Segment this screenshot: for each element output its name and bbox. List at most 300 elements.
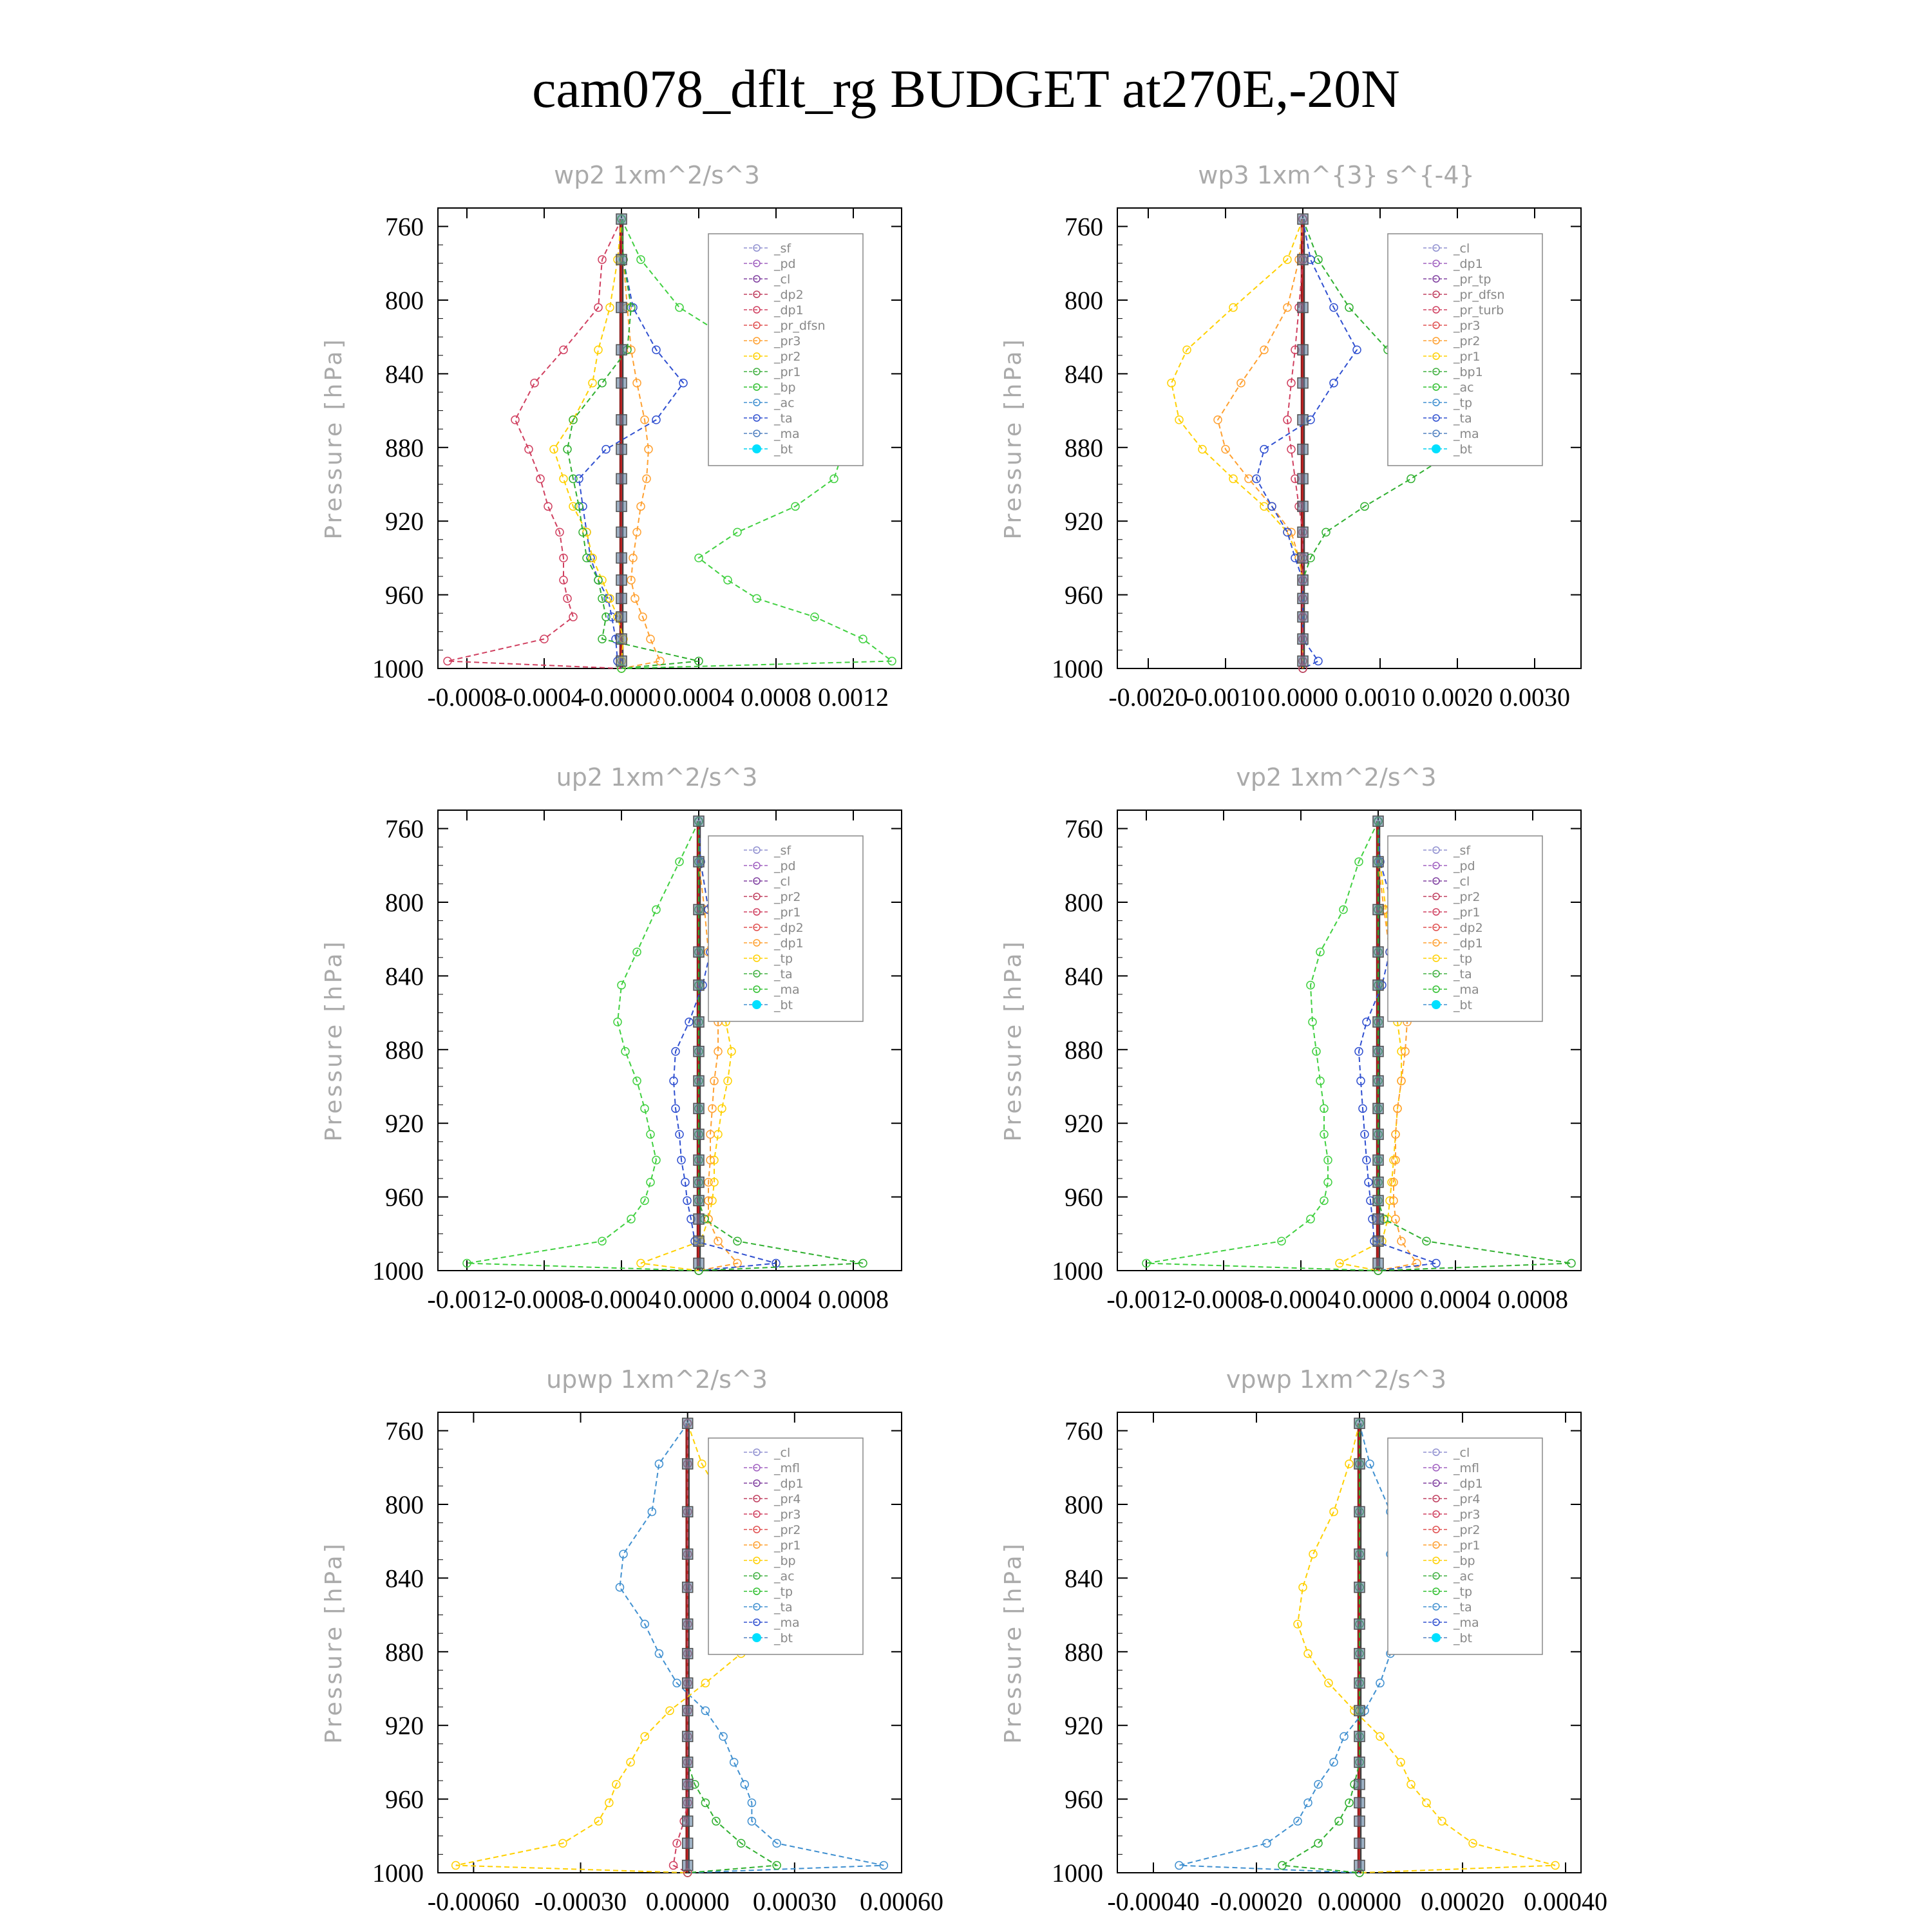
legend-label: _bp (774, 1554, 796, 1568)
zero-series-marker (616, 444, 627, 455)
x-tick-label: -0.0000 (582, 683, 661, 712)
legend-label: _pr_dfsn (774, 319, 826, 333)
data-point (1438, 1817, 1446, 1825)
legend-label: _dp1 (774, 936, 804, 951)
zero-series-marker (1354, 1649, 1365, 1659)
zero-series-marker (1373, 947, 1383, 957)
x-tick-label: -0.00040 (1107, 1887, 1200, 1916)
y-tick-label: 760 (385, 814, 424, 844)
y-tick-label: 880 (385, 433, 424, 462)
y-axis-label: Pressure [hPa] (321, 337, 347, 540)
data-point (701, 1707, 709, 1714)
zero-series-marker (616, 634, 627, 644)
zero-series-marker (683, 1816, 693, 1826)
legend-label: _pr2 (1454, 890, 1481, 904)
data-point (830, 475, 838, 482)
zero-series-marker (616, 214, 627, 224)
zero-series-marker (683, 1731, 693, 1741)
data-point (602, 446, 610, 453)
data-point (741, 1781, 748, 1788)
y-tick-label: 960 (1065, 1182, 1103, 1212)
legend-label: _tp (774, 1585, 793, 1599)
y-tick-label: 920 (1065, 507, 1103, 536)
y-tick-label: 960 (1065, 580, 1103, 610)
data-point (1335, 1817, 1343, 1825)
data-point (1345, 303, 1353, 311)
data-point (1407, 475, 1415, 482)
y-tick-label: 800 (1065, 1490, 1103, 1519)
panel-title: vp2 1xm^2/s^3 (1236, 763, 1437, 791)
legend-marker (752, 1000, 761, 1009)
data-point (531, 379, 538, 387)
legend-label: _cl (774, 272, 791, 287)
zero-series-marker (1298, 634, 1308, 644)
legend-label: _cl (774, 875, 791, 889)
zero-series-marker (683, 1506, 693, 1517)
data-point (701, 1679, 709, 1687)
x-tick-label: -0.00030 (534, 1887, 627, 1916)
zero-series-marker (1298, 415, 1308, 425)
figure-title: cam078_dflt_rg BUDGET at270E,-20N (532, 59, 1400, 119)
legend-marker (1432, 1000, 1441, 1009)
zero-series-marker (1354, 1705, 1365, 1716)
y-tick-label: 960 (385, 580, 424, 610)
panel-2 (1000, 161, 1581, 712)
zero-series-marker (683, 1418, 693, 1428)
x-tick-label: 0.0000 (1343, 1285, 1414, 1314)
zero-series-marker (683, 1779, 693, 1790)
legend-label: _tp (1454, 1585, 1473, 1599)
zero-series-marker (1373, 1214, 1383, 1224)
x-tick-label: 0.00020 (1421, 1887, 1504, 1916)
zero-series-marker (1373, 1046, 1383, 1057)
data-point (1340, 1732, 1348, 1740)
legend-label: _cl (1454, 242, 1470, 256)
zero-series-marker (1373, 980, 1383, 990)
x-tick-label: 0.0030 (1499, 683, 1570, 712)
zero-series-marker (1354, 1779, 1365, 1790)
zero-series-marker (694, 1017, 704, 1027)
y-tick-label: 760 (1065, 212, 1103, 242)
series-line-ta (579, 219, 683, 668)
y-axis-label: Pressure [hPa] (321, 1541, 347, 1744)
legend-label: _pd (774, 859, 796, 873)
y-axis-label: Pressure [hPa] (1000, 1541, 1027, 1744)
legend-label: _sf (774, 844, 791, 858)
legend-label: _sf (774, 242, 791, 256)
x-tick-label: -0.0012 (427, 1285, 507, 1314)
zero-series-marker (616, 302, 627, 312)
legend-label: _pr1 (1454, 905, 1481, 920)
data-point (1366, 1460, 1374, 1468)
x-tick-label: 0.0004 (1420, 1285, 1491, 1314)
data-point (621, 1048, 629, 1056)
zero-series-marker (1373, 857, 1383, 867)
series-line-dp2 (467, 821, 699, 1271)
zero-series-marker (616, 553, 627, 563)
legend-label: _ma (774, 427, 800, 441)
zero-series-marker (1354, 1797, 1365, 1808)
data-point (627, 1215, 635, 1223)
zero-series-marker (683, 1649, 693, 1659)
legend-label: _mfl (774, 1461, 800, 1475)
data-point (598, 379, 606, 387)
y-axis-label: Pressure [hPa] (1000, 939, 1027, 1142)
x-tick-label: -0.0008 (427, 683, 507, 712)
legend-label: _pr2 (774, 350, 801, 364)
data-point (1175, 1862, 1183, 1870)
legend-label: _ta (774, 1600, 793, 1615)
legend-label: _pr4 (774, 1492, 801, 1506)
zero-series-marker (1298, 444, 1308, 455)
zero-series-marker (694, 1258, 704, 1269)
data-point (1330, 379, 1338, 387)
y-tick-label: 1000 (372, 1859, 424, 1888)
data-point (525, 446, 533, 453)
zero-series-marker (616, 473, 627, 484)
panel-1 (321, 161, 902, 712)
data-point (1322, 528, 1330, 536)
y-tick-label: 760 (385, 212, 424, 242)
legend-label: _pr1 (1454, 350, 1481, 364)
legend-marker (1432, 1633, 1441, 1642)
legend-label: _bt (774, 998, 793, 1012)
legend-label: _cl (774, 1446, 791, 1460)
zero-series-marker (616, 593, 627, 603)
legend-label: _ta (1454, 412, 1472, 426)
data-point (1260, 502, 1268, 510)
legend-label: _ma (774, 983, 800, 997)
y-tick-label: 960 (1065, 1785, 1103, 1814)
x-tick-label: 0.00000 (1318, 1887, 1401, 1916)
legend-label: _dp1 (1454, 936, 1483, 951)
zero-series-marker (683, 1582, 693, 1593)
legend-label: _bt (1454, 442, 1473, 457)
x-tick-label: 0.0000 (663, 1285, 734, 1314)
legend-label: _pd (1454, 859, 1475, 873)
y-tick-label: 1000 (372, 1256, 424, 1285)
legend-label: _dp1 (1454, 1477, 1483, 1491)
zero-series-marker (1373, 1177, 1383, 1188)
zero-series-marker (694, 1195, 704, 1206)
data-point (544, 502, 552, 510)
zero-series-marker (1354, 1816, 1365, 1826)
y-tick-label: 1000 (1052, 1859, 1103, 1888)
y-tick-label: 800 (1065, 888, 1103, 917)
x-tick-label: -0.00020 (1210, 1887, 1303, 1916)
legend-label: _pr1 (774, 1539, 801, 1553)
legend-label: _pr2 (1454, 334, 1481, 348)
zero-series-marker (1354, 1757, 1365, 1767)
data-point (569, 613, 577, 621)
panel-title: wp2 1xm^2/s^3 (554, 161, 760, 189)
zero-series-marker (1354, 1506, 1365, 1517)
legend-label: _sf (1454, 844, 1471, 858)
data-point (1304, 1650, 1312, 1658)
legend-label: _bp (1454, 1554, 1475, 1568)
zero-series-marker (1354, 1731, 1365, 1741)
zero-series-marker (1298, 501, 1308, 511)
y-tick-label: 920 (385, 507, 424, 536)
legend-label: _tp (1454, 396, 1473, 410)
zero-series-marker (1354, 1861, 1365, 1871)
panel-title: wp3 1xm^{3} s^{-4} (1198, 161, 1475, 189)
zero-series-marker (616, 345, 627, 355)
zero-series-marker (1298, 612, 1308, 622)
zero-series-marker (694, 1214, 704, 1224)
zero-series-marker (1373, 1155, 1383, 1165)
y-tick-label: 1000 (372, 654, 424, 683)
legend-label: _dp1 (1454, 257, 1483, 271)
zero-series-marker (616, 612, 627, 622)
series-line-dp2 (448, 219, 621, 668)
y-tick-label: 880 (385, 1035, 424, 1065)
zero-series-marker (616, 575, 627, 585)
legend-label: _bp (774, 381, 796, 395)
x-tick-label: -0.00060 (427, 1887, 520, 1916)
legend-label: _pr3 (774, 334, 801, 348)
zero-series-marker (694, 816, 704, 826)
x-tick-label: -0.0004 (582, 1285, 661, 1314)
zero-series-marker (1298, 593, 1308, 603)
data-point (1168, 379, 1175, 387)
y-tick-label: 840 (385, 1564, 424, 1593)
data-point (647, 635, 654, 643)
zero-series-marker (683, 1838, 693, 1848)
data-point (1345, 1460, 1353, 1468)
x-tick-label: -0.0020 (1108, 683, 1188, 712)
x-tick-label: 0.00040 (1524, 1887, 1607, 1916)
x-tick-label: 0.00060 (860, 1887, 943, 1916)
x-tick-label: -0.0012 (1106, 1285, 1186, 1314)
series-line-pr1 (1171, 219, 1303, 668)
zero-series-marker (1298, 656, 1308, 667)
zero-series-marker (1373, 1258, 1383, 1269)
legend-label: _pr_turb (1454, 303, 1504, 317)
zero-series-marker (1373, 816, 1383, 826)
zero-series-marker (1373, 1195, 1383, 1206)
y-tick-label: 880 (1065, 433, 1103, 462)
zero-series-marker (694, 1236, 704, 1246)
y-tick-label: 800 (385, 888, 424, 917)
y-tick-label: 920 (385, 1109, 424, 1139)
data-point (1397, 1237, 1405, 1245)
legend-marker (752, 1633, 761, 1642)
x-tick-label: 0.0004 (741, 1285, 811, 1314)
y-tick-label: 800 (1065, 286, 1103, 315)
legend-label: _pr2 (1454, 1523, 1481, 1537)
legend-label: _ac (1454, 381, 1474, 395)
y-tick-label: 920 (385, 1711, 424, 1741)
zero-series-marker (683, 1619, 693, 1629)
data-point (1263, 1839, 1271, 1847)
legend-label: _pr4 (1454, 1492, 1481, 1506)
legend-label: _pr1 (774, 905, 801, 920)
legend-label: _tp (774, 952, 793, 966)
legend-label: _bt (774, 442, 793, 457)
x-tick-label: 0.0000 (1267, 683, 1338, 712)
series-line-dp2 (1146, 821, 1378, 1271)
zero-series-marker (683, 1797, 693, 1808)
zero-series-marker (683, 1757, 693, 1767)
data-point (1314, 658, 1322, 665)
zero-series-marker (683, 1549, 693, 1559)
legend-label: _dp2 (1454, 921, 1483, 935)
panel-title: vpwp 1xm^2/s^3 (1226, 1365, 1447, 1394)
legend-label: _ta (774, 412, 793, 426)
data-point (1407, 1781, 1415, 1788)
zero-series-marker (694, 947, 704, 957)
series-line-pr2 (1218, 219, 1303, 668)
zero-series-marker (1298, 214, 1308, 224)
panel-6 (1000, 1365, 1607, 1916)
legend-label: _ma (1454, 983, 1479, 997)
zero-series-marker (1354, 1459, 1365, 1469)
zero-series-marker (683, 1459, 693, 1469)
panel-3 (321, 763, 902, 1314)
legend-label: _bt (1454, 1631, 1473, 1645)
zero-series-marker (1298, 378, 1308, 388)
legend-label: _ta (1454, 967, 1472, 981)
legend-marker (752, 444, 761, 453)
y-tick-label: 760 (1065, 814, 1103, 844)
data-point (1304, 1799, 1312, 1806)
zero-series-marker (616, 501, 627, 511)
series-line-bp (567, 219, 699, 668)
legend-label: _dp1 (774, 303, 804, 317)
x-tick-label: 0.0008 (1497, 1285, 1568, 1314)
y-tick-label: 840 (385, 961, 424, 991)
legend-label: _bt (1454, 998, 1473, 1012)
zero-series-marker (683, 1861, 693, 1871)
zero-series-marker (1298, 345, 1308, 355)
series-line-ac (1282, 1423, 1359, 1873)
y-axis-label: Pressure [hPa] (1000, 337, 1027, 540)
x-tick-label: 0.00000 (645, 1887, 730, 1916)
legend-label: _ac (774, 1569, 795, 1584)
zero-series-marker (1354, 1838, 1365, 1848)
y-tick-label: 1000 (1052, 654, 1103, 683)
legend-label: _bt (774, 1631, 793, 1645)
data-point (859, 635, 867, 643)
zero-series-marker (1298, 254, 1308, 265)
legend-label: _dp1 (774, 1477, 804, 1491)
legend-label: _pr_tp (1454, 272, 1492, 287)
data-point (560, 475, 567, 482)
zero-series-marker (1354, 1619, 1365, 1629)
legend-label: _cl (1454, 875, 1470, 889)
y-tick-label: 880 (1065, 1035, 1103, 1065)
zero-series-marker (1354, 1549, 1365, 1559)
x-tick-label: 0.0012 (818, 683, 889, 712)
x-tick-label: 0.00030 (752, 1887, 837, 1916)
data-point (1278, 1862, 1286, 1870)
zero-series-marker (1354, 1418, 1365, 1428)
zero-series-marker (616, 378, 627, 388)
zero-series-marker (1354, 1582, 1365, 1593)
data-point (1229, 475, 1237, 482)
legend-label: _ma (774, 1616, 800, 1630)
panel-5 (321, 1365, 943, 1916)
data-point (676, 303, 683, 311)
zero-series-marker (694, 1155, 704, 1165)
x-tick-label: 0.0010 (1345, 683, 1416, 712)
zero-series-marker (1373, 1017, 1383, 1027)
y-tick-label: 840 (1065, 1564, 1103, 1593)
y-tick-label: 1000 (1052, 1256, 1103, 1285)
data-point (719, 1732, 727, 1740)
y-tick-label: 840 (1065, 359, 1103, 389)
legend-label: _dp2 (774, 921, 804, 935)
legend-label: _pr3 (774, 1508, 801, 1522)
y-tick-label: 880 (1065, 1637, 1103, 1667)
legend-label: _dp2 (774, 288, 804, 302)
legend-label: _ac (1454, 1569, 1474, 1584)
x-tick-label: 0.0020 (1422, 683, 1493, 712)
data-point (1363, 1018, 1370, 1026)
zero-series-marker (694, 857, 704, 867)
y-tick-label: 920 (1065, 1711, 1103, 1741)
zero-series-marker (1373, 1236, 1383, 1246)
data-point (618, 981, 625, 989)
zero-series-marker (616, 415, 627, 425)
legend-label: _ma (1454, 427, 1479, 441)
panel-title: up2 1xm^2/s^3 (556, 763, 758, 791)
zero-series-marker (1373, 904, 1383, 914)
data-point (560, 346, 567, 354)
y-tick-label: 800 (385, 286, 424, 315)
legend-label: _pr3 (1454, 1508, 1481, 1522)
x-tick-label: -0.0004 (504, 683, 584, 712)
legend-label: _bp1 (1454, 365, 1483, 379)
data-point (701, 1799, 709, 1806)
x-tick-label: 0.0008 (741, 683, 811, 712)
panel-title: upwp 1xm^2/s^3 (546, 1365, 768, 1394)
zero-series-marker (694, 1103, 704, 1113)
legend-label: _ta (774, 967, 793, 981)
zero-series-marker (1354, 1678, 1365, 1688)
y-tick-label: 960 (385, 1182, 424, 1212)
y-tick-label: 840 (1065, 961, 1103, 991)
y-tick-label: 800 (385, 1490, 424, 1519)
zero-series-marker (616, 527, 627, 537)
legend-label: _pd (774, 257, 796, 271)
y-tick-label: 840 (385, 359, 424, 389)
legend-label: _ma (1454, 1616, 1479, 1630)
legend-label: _pr1 (1454, 1539, 1481, 1553)
zero-series-marker (616, 254, 627, 265)
legend-label: _pr3 (1454, 319, 1481, 333)
legend-label: _cl (1454, 1446, 1470, 1460)
legend-label: _pr2 (774, 890, 801, 904)
legend-marker (1432, 444, 1441, 453)
data-point (511, 416, 519, 424)
zero-series-marker (694, 1129, 704, 1139)
data-point (1260, 446, 1268, 453)
data-point (1307, 1215, 1314, 1223)
legend-label: _pr1 (774, 365, 801, 379)
series-line-tp (1179, 1423, 1411, 1873)
data-point (730, 1758, 738, 1766)
x-tick-label: 0.0004 (663, 683, 734, 712)
legend-label: _pr2 (774, 1523, 801, 1537)
data-point (1423, 1799, 1430, 1806)
zero-series-marker (694, 980, 704, 990)
data-point (652, 905, 660, 913)
x-tick-label: -0.0004 (1261, 1285, 1341, 1314)
legend-label: _ta (1454, 1600, 1472, 1615)
zero-series-marker (1298, 575, 1308, 585)
